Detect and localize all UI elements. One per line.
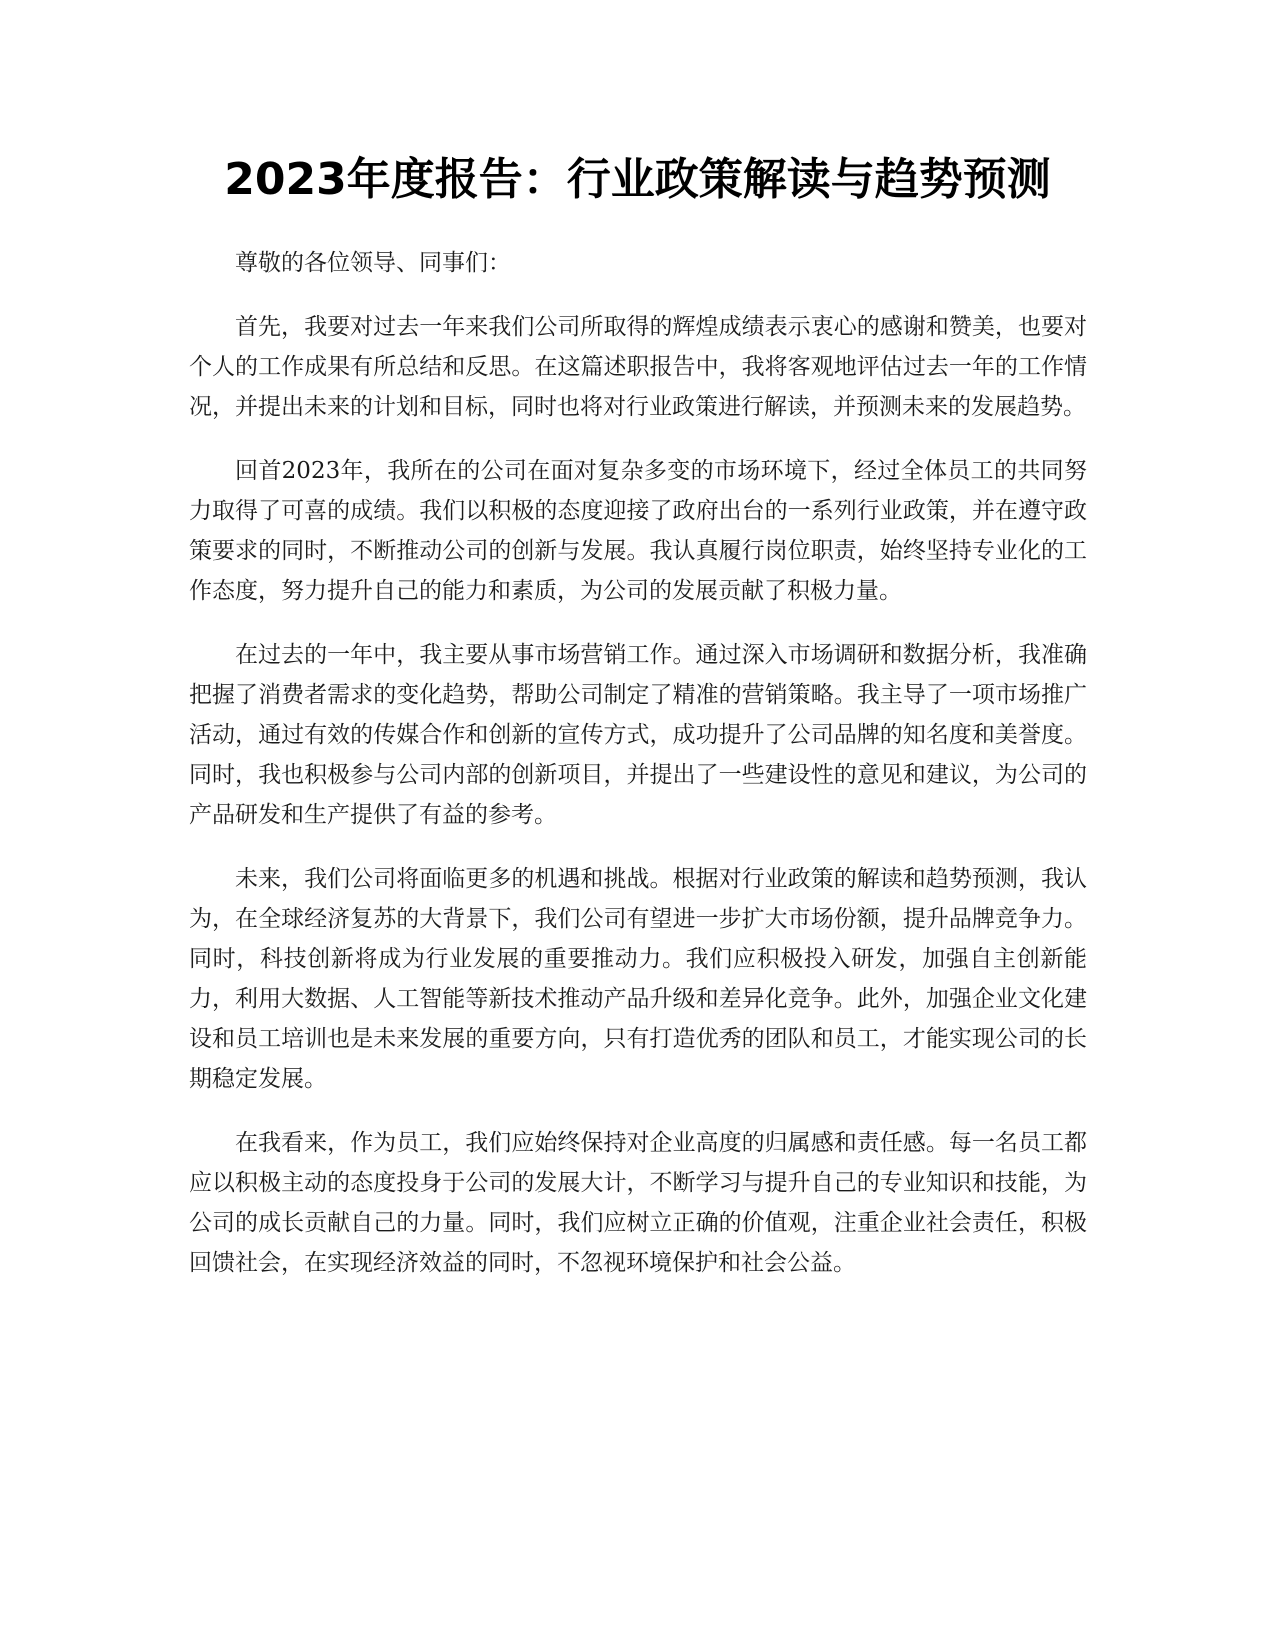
body-paragraph: 在过去的一年中，我主要从事市场营销工作。通过深入市场调研和数据分析，我准确把握了消费者需求的变化趋势，帮助公司制定了精准的营销策略。我主导了一项市场推广活动，通过有效的传媒合作和创新的宣传方式，成功提升了公司品牌的知名度和美誉度。同时，我也积极参与公司内部的创新项目，并提出了一些建设性的意见和建议，为公司的产品研发和生产提供了有益的参考。 — [189, 642, 1087, 828]
salutation-paragraph: 尊敬的各位领导、同事们： — [235, 250, 511, 276]
document-body — [189, 243, 1087, 1307]
body-paragraph: 首先，我要对过去一年来我们公司所取得的辉煌成绩表示衷心的感谢和赞美，也要对个人的工作成果有所总结和反思。在这篇述职报告中，我将客观地评估过去一年的工作情况，并提出未来的计划和目标，同时也将对行业政策进行解读，并预测未来的发展趋势。 — [189, 314, 1087, 420]
body-paragraph: 在我看来，作为员工，我们应始终保持对企业高度的归属感和责任感。每一名员工都应以积极主动的态度投身于公司的发展大计，不断学习与提升自己的专业知识和技能，为公司的成长贡献自己的力量。同时，我们应树立正确的价值观，注重企业社会责任，积极回馈社会，在实现经济效益的同时，不忽视环境保护和社会公益。 — [189, 1130, 1087, 1276]
document-title: 2023年度报告：行业政策解读与趋势预测 — [224, 154, 1051, 205]
body-paragraph: 回首2023年，我所在的公司在面对复杂多变的市场环境下，经过全体员工的共同努力取得了可喜的成绩。我们以积极的态度迎接了政府出台的一系列行业政策，并在遵守政策要求的同时，不断推动公司的创新与发展。我认真履行岗位职责，始终坚持专业化的工作态度，努力提升自己的能力和素质，为公司的发展贡献了积极力量。 — [189, 458, 1087, 604]
body-paragraph: 未来，我们公司将面临更多的机遇和挑战。根据对行业政策的解读和趋势预测，我认为，在全球经济复苏的大背景下，我们公司有望进一步扩大市场份额，提升品牌竞争力。同时，科技创新将成为行业发展的重要推动力。我们应积极投入研发，加强自主创新能力，利用大数据、人工智能等新技术推动产品升级和差异化竞争。此外，加强企业文化建设和员工培训也是未来发展的重要方向，只有打造优秀的团队和员工，才能实现公司的长期稳定发展。 — [189, 866, 1087, 1092]
